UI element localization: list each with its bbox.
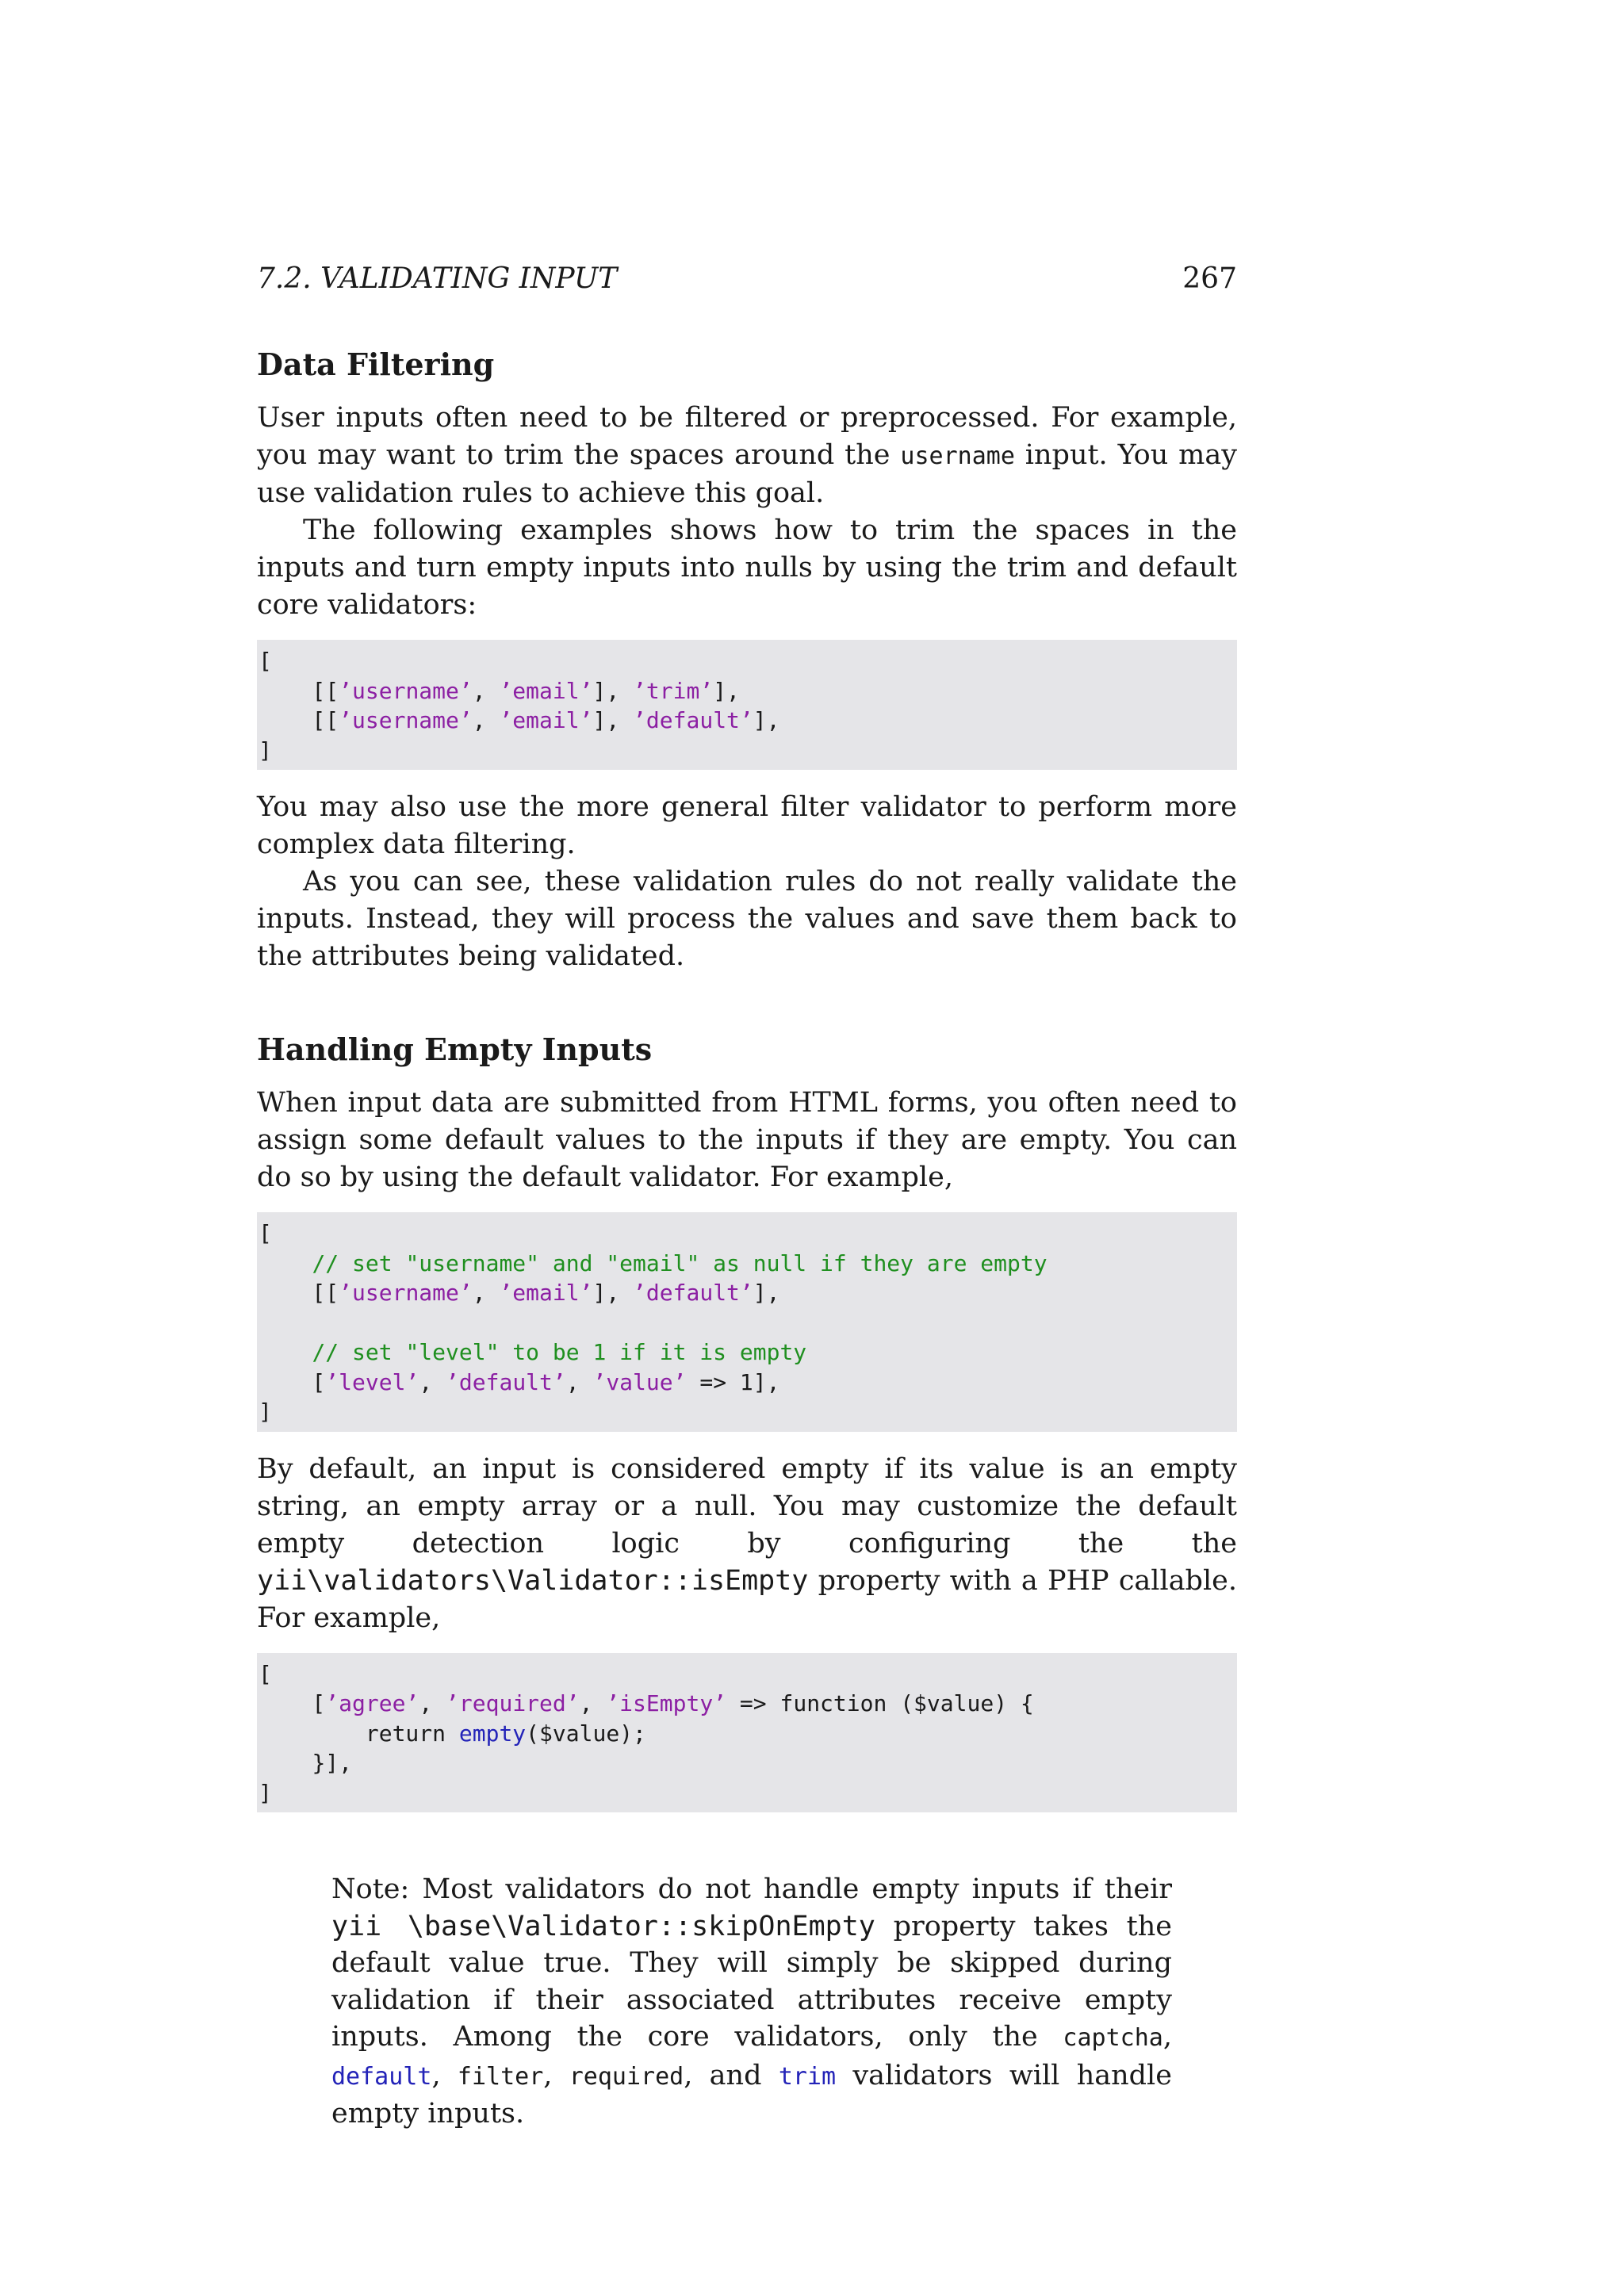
paragraph-empty-detection: By default, an input is considered empty if its value is an empty string, an empty array or a null. You may customize the default empty detection logic by configuring the the yii\validators\Validator::isEmpty property with a PHP callable. For example, <box>257 1452 1237 1634</box>
code-block-trim: [ [[’username’, ’email’], ’trim’], [[’username’, ’email’], ’default’], ] <box>257 640 1237 770</box>
data-filtering-heading: Data Filtering <box>257 346 495 382</box>
paragraph-filter-intro: User inputs often need to be filtered or preprocessed. For example, you may want to trim the spaces around the username input. You may use validation rules to achieve this goal. <box>257 402 1237 509</box>
page-content <box>257 255 1237 2133</box>
running-header <box>257 255 1237 303</box>
paragraph-trim-example: The following examples shows how to trim the spaces in the inputs and turn empty inputs into nulls by using the trim and default core validators: <box>257 515 1237 621</box>
validator-default-link[interactable]: default <box>331 2062 432 2091</box>
paragraph-filter-validator: You may also use the more general filter validator to perform more complex data filtering. <box>257 791 1237 860</box>
section-heading: 7.2. VALIDATING INPUT <box>257 262 618 295</box>
validator-required: required <box>569 2062 684 2091</box>
inline-code-isempty: yii\validators\Validator::isEmpty <box>257 1564 809 1597</box>
validator-captcha: captcha <box>1063 2024 1163 2052</box>
validator-trim-link[interactable]: trim <box>778 2062 837 2091</box>
inline-code-username: username <box>900 442 1015 470</box>
paragraph-process-values: As you can see, these validation rules do not really validate the inputs. Instead, they will process the values and save them back to the attributes being validated. <box>257 866 1237 972</box>
inline-code-skiponempty: yii \base\Validator::skipOnEmpty <box>331 1910 875 1942</box>
paragraph-default-values: When input data are submitted from HTML forms, you often need to assign some default values to the inputs if they are empty. You can do so by using the default validator. For example, <box>257 1087 1237 1193</box>
handling-empty-inputs-heading: Handling Empty Inputs <box>257 1031 653 1067</box>
validator-filter: filter <box>457 2062 544 2091</box>
code-block-isempty: [ [’agree’, ’required’, ’isEmpty’ => function ($value) { return empty($value); }], ] <box>257 1653 1237 1813</box>
page-number: 267 <box>1182 262 1237 295</box>
note-box <box>331 1871 1172 2133</box>
note-text: Note: Most validators do not handle empty inputs if their yii \base\Validator::skipOnEmpty property takes the default value true. They will simply be skipped during validation if their associated attributes receive empty inputs. Among the core validators, only the captcha, default, filter, required, and trim validators will handle empty inputs. <box>331 1873 1173 2130</box>
code-block-default: [ // set "username" and "email" as null if they are empty [[’username’, ’email’], ’default’], // set "level" to be 1 if it is empty [’level’, ’default’, ’value’ => 1], ] <box>257 1212 1237 1432</box>
